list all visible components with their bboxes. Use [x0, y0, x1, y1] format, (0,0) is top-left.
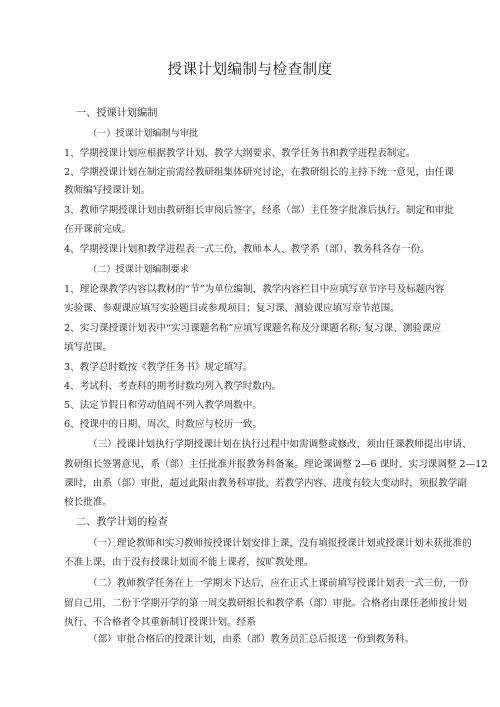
text-line: 2、学期授课计划在制定前需经教研组集体研究讨论，在教研组长的主持下统一意见，由任课	[64, 167, 454, 178]
text-line: 不准上课，由于没有授课计划而不能上课者，按旷教处理。	[64, 557, 314, 568]
text-line: （部）审批合格后的授课计划，由系（部）教务员汇总后报送一份到教务科。	[88, 634, 415, 645]
text-line: 1、理论课教学内容以教材的“节”为单位编制，教学内容栏目中应填写章节序号及标题内容	[64, 284, 445, 295]
text-line: 实验课、参观课应填写实验题目或参观项目；复习课、测验课应填写章节范围。	[64, 303, 400, 314]
document-title: 授课计划编制与检查制度	[167, 62, 333, 78]
text-line: 校长批准。	[64, 497, 112, 508]
text-line: 填写范围。	[64, 342, 112, 353]
text-line: 3、教学总时数按《教学任务书》规定填写。	[64, 362, 253, 373]
text-line: 3、教师学期授课计划由教研组长审阅后签字，经系（部）主任签字批准后执行。制定和审批	[64, 205, 454, 216]
text-line: 在开课前完成。	[64, 224, 132, 235]
text-line: 二、教学计划的检查	[76, 517, 168, 528]
text-line: 5、法定节假日和劳动值周不列入教学周数中。	[64, 400, 262, 411]
text-line: 留自己用，二份于学期开学的第一周交教研组长和教学系（部）审批。合格者由课任老师按计划	[64, 598, 467, 609]
text-line: 2、实习课授课计划表中“实习课题名称”应填写课题名称及分课题名称; 复习课、测验课应	[64, 323, 442, 334]
text-line: （二）授课计划编制要求	[88, 264, 190, 275]
text-line: （一）理论教师和实习教师按授课计划安排上课，没有填报授课计划或授课计划未获批准的	[88, 538, 472, 549]
text-line: 执行、不合格者令其重新制订授课计划。经系	[64, 617, 256, 628]
text-line: 4、学期授课计划和教学进程表一式三份，教师本人、教学系（部）、教务科各存一份。	[64, 244, 430, 255]
text-line: 6、授课中的日期、周次、时数应与校历一致。	[64, 419, 262, 430]
text-line: 1、学期授课计划应根据教学计划、教学大纲要求、教学任务书和教学进程表制定。	[64, 148, 416, 159]
text-line: 教师编写授课计划。	[64, 185, 151, 196]
text-line: 教研组长签署意见，系（部）主任批准并报教务科备案。理论课调整 2—6 课时、实习课调整 2—12	[64, 459, 488, 470]
text-line: 4、考试科、考查科的期考时数均列入教学时数内。	[64, 381, 282, 392]
text-line: 一、授课计划编制	[76, 108, 158, 119]
text-line: （三）授课计划执行学期授课计划在执行过程中如需调整或修改，须由任课教师提出申请、	[88, 439, 472, 450]
text-line: （一）授课计划编制与审批	[88, 128, 199, 139]
text-line: 课时，由系（部）审批，超过此限由教务科审批，若教学内容、进度有较大变动时，须报教学副	[64, 478, 467, 489]
text-line: （二）教师教学任务在上一学期末下达后，应在正式上课前填写授课计划表一式三份, 一份	[88, 578, 469, 589]
